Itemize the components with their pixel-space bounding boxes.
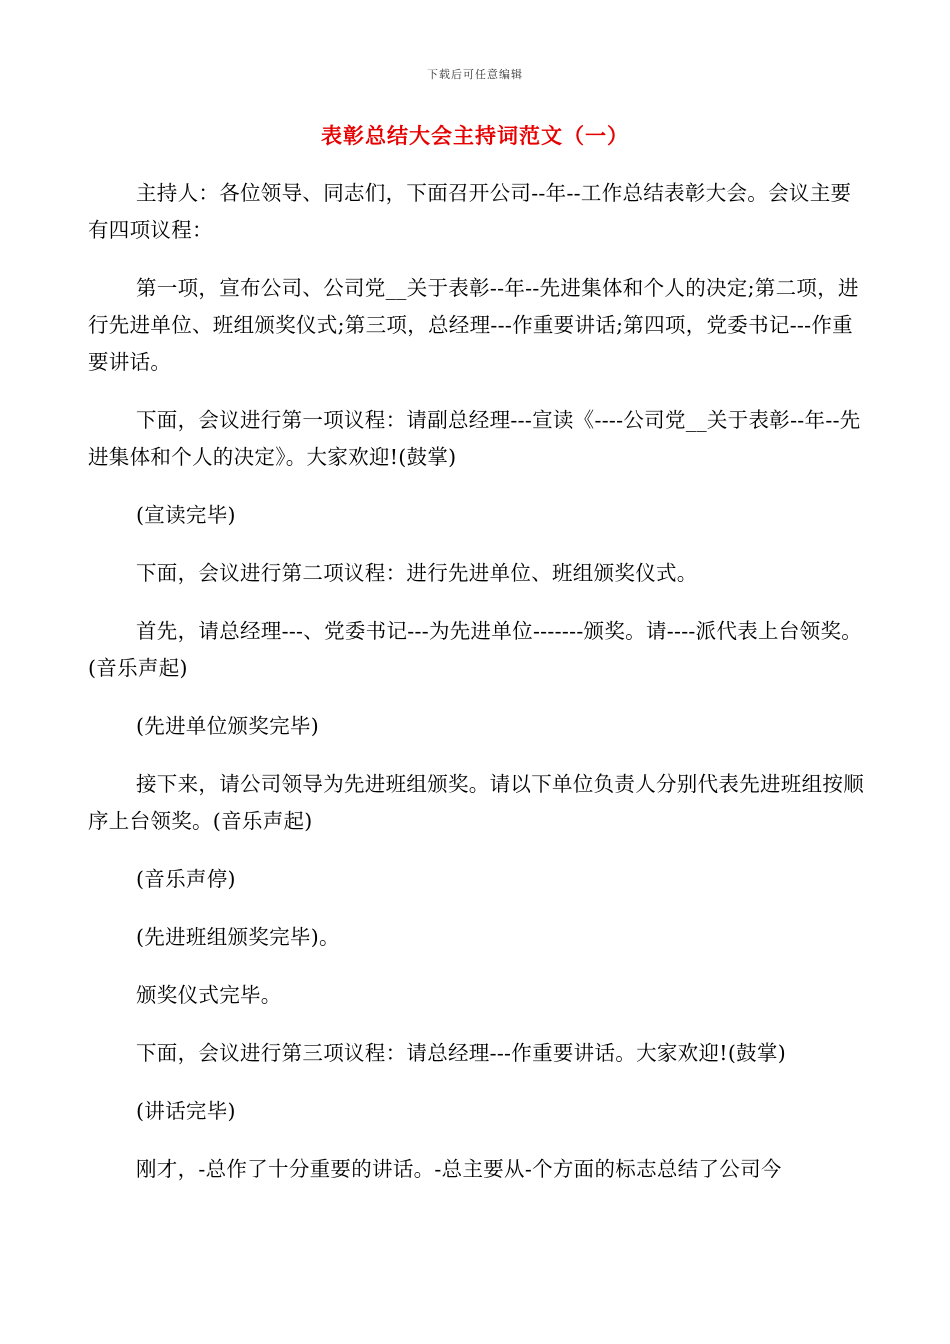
document-body — [88, 175, 864, 1209]
paragraph-unit-awards: 首先，请总经理---、党委书记---为先进单位-------颁奖。请----派代表上台领奖。(音乐声起) — [88, 619, 863, 680]
paragraph-host-intro: 主持人：各位领导、同志们，下面召开公司--年--工作总结表彰大会。会议主要有四项议程： — [88, 181, 852, 242]
paragraph-first-agenda: 下面，会议进行第一项议程：请副总经理---宣读《----公司党__关于表彰--年--先进集体和个人的决定》。大家欢迎!(鼓掌) — [88, 408, 861, 469]
paragraph-team-awards: 接下来，请公司领导为先进班组颁奖。请以下单位负责人分别代表先进班组按顺序上台领奖。(音乐声起) — [88, 772, 864, 833]
paragraph-unit-awards-done: (先进单位颁奖完毕) — [136, 714, 319, 738]
paragraph-music-stops: (音乐声停) — [136, 867, 236, 891]
paragraph-third-agenda: 下面，会议进行第三项议程：请总经理---作重要讲话。大家欢迎!(鼓掌) — [136, 1041, 787, 1065]
paragraph-reading-done: (宣读完毕) — [136, 503, 236, 527]
paragraph-agenda-items: 第一项，宣布公司、公司党__关于表彰--年--先进集体和个人的决定;第二项，进行先进单位、班组颁奖仪式;第三项，总经理---作重要讲话;第四项，党委书记---作重要讲话。 — [88, 276, 859, 374]
header-note: 下载后可任意编辑 — [427, 68, 523, 81]
paragraph-team-awards-done: (先进班组颁奖完毕)。 — [136, 925, 340, 949]
paragraph-second-agenda: 下面，会议进行第二项议程：进行先进单位、班组颁奖仪式。 — [136, 561, 698, 585]
paragraph-speech-summary: 刚才，-总作了十分重要的讲话。-总主要从-个方面的标志总结了公司今 — [136, 1157, 782, 1181]
paragraph-speech-done: (讲话完毕) — [136, 1099, 236, 1123]
document-title: 表彰总结大会主持词范文（一） — [321, 123, 629, 148]
paragraph-ceremony-done: 颁奖仪式完毕。 — [136, 983, 282, 1007]
